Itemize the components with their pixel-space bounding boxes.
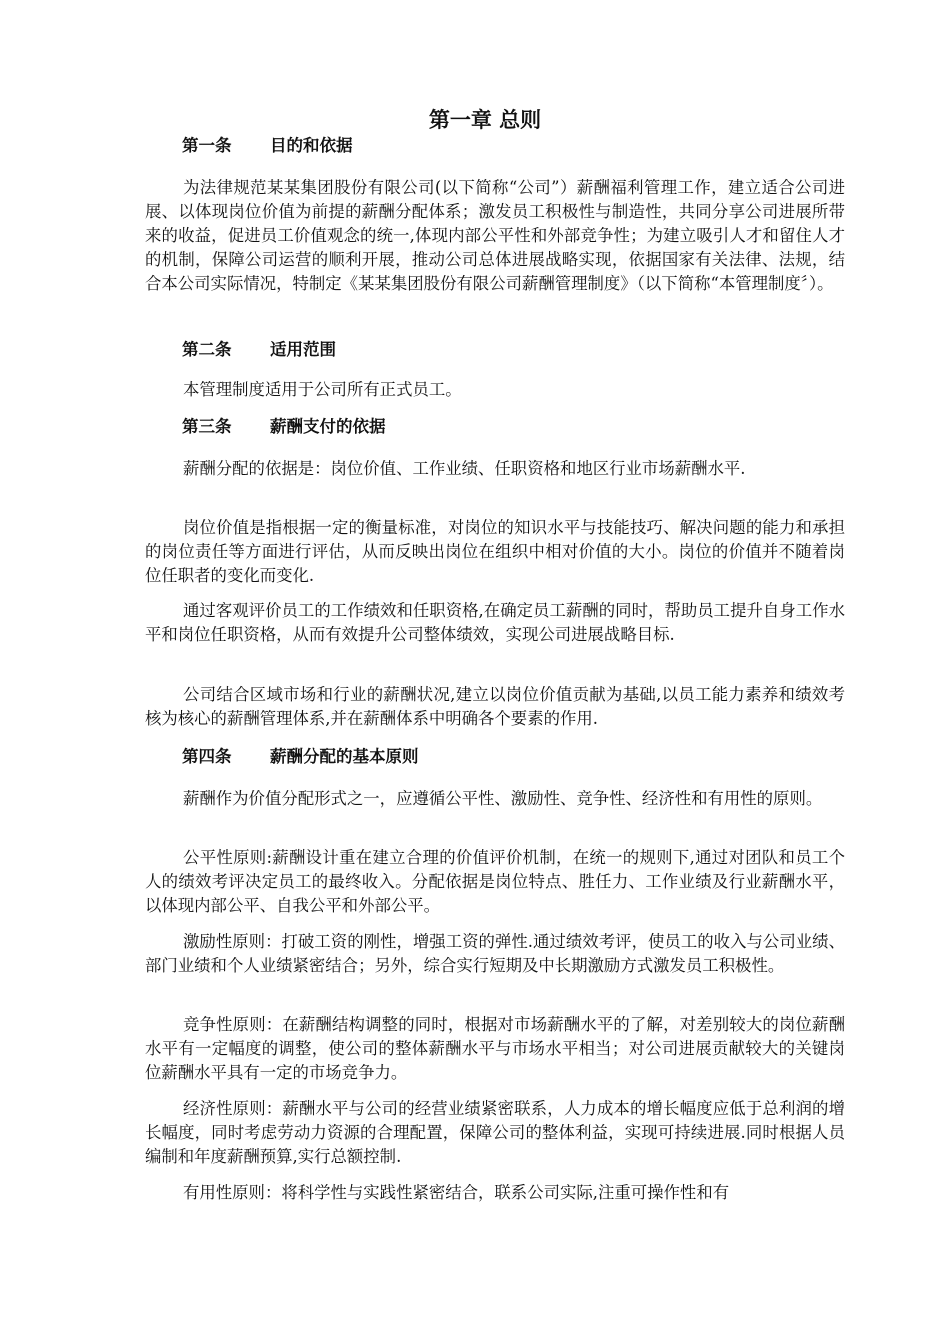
article-heading-3 — [182, 413, 386, 437]
article-title: 适用范围 — [270, 340, 336, 359]
article-number: 第四条 — [182, 747, 232, 766]
chapter-title: 第一章 总则 — [428, 108, 542, 132]
article-title: 薪酬分配的基本原则 — [270, 747, 419, 766]
paragraph-11: 经济性原则：薪酬水平与公司的经营业绩紧密联系，人力成本的增长幅度应低于总利润的增长幅度，同时考虑劳动力资源的合理配置，保障公司的整体利益，实现可持续进展.同时根据人员编制和年度薪酬预算,实行总额控制. — [145, 1099, 845, 1166]
paragraph-5: 通过客观评价员工的工作绩效和任职资格,在确定员工薪酬的同时，帮助员工提升自身工作水平和岗位任职资格，从而有效提升公司整体绩效，实现公司进展战略目标. — [145, 601, 845, 644]
article-heading-4 — [182, 743, 419, 767]
article-number: 第二条 — [182, 340, 232, 359]
paragraph-2: 本管理制度适用于公司所有正式员工。 — [183, 380, 462, 399]
paragraph-7: 薪酬作为价值分配形式之一，应遵循公平性、激励性、竞争性、经济性和有用性的原则。 — [183, 789, 823, 808]
paragraph-1: 为法律规范某某集团股份有限公司(以下简称“公司”）薪酬福利管理工作，建立适合公司进展、以体现岗位价值为前提的薪酬分配体系；激发员工积极性与制造性，共同分享公司进展所带来的收益，促进员工价值观念的统一,体现内部公平性和外部竞争性；为建立吸引人才和留住人才的机制，保障公司运营的顺利开展，推动公司总体进展战略实现，依据国家有关法律、法规，结合本公司实际情况，特制定《某某集团股份有限公司薪酬管理制度》（以下简称“本管理制度〞）。 — [145, 178, 845, 293]
article-number: 第一条 — [182, 136, 232, 155]
article-heading-1 — [182, 132, 353, 156]
paragraph-9: 激励性原则：打破工资的刚性，增强工资的弹性.通过绩效考评，使员工的收入与公司业绩、部门业绩和个人业绩紧密结合；另外，综合实行短期及中长期激励方式激发员工积极性。 — [145, 932, 845, 975]
article-number: 第三条 — [182, 417, 232, 436]
paragraph-3: 薪酬分配的依据是：岗位价值、工作业绩、任职资格和地区行业市场薪酬水平. — [183, 459, 746, 478]
paragraph-4: 岗位价值是指根据一定的衡量标准，对岗位的知识水平与技能技巧、解决问题的能力和承担的岗位责任等方面进行评估，从而反映出岗位在组织中相对价值的大小。岗位的价值并不随着岗位任职者的变化而变化. — [145, 518, 845, 585]
paragraph-10: 竞争性原则：在薪酬结构调整的同时，根据对市场薪酬水平的了解，对差别较大的岗位薪酬水平有一定幅度的调整，使公司的整体薪酬水平与市场水平相当；对公司进展贡献较大的关键岗位薪酬水平具有一定的市场竞争力。 — [145, 1015, 845, 1082]
paragraph-8: 公平性原则:薪酬设计重在建立合理的价值评价机制，在统一的规则下,通过对团队和员工个人的绩效考评决定员工的最终收入。分配依据是岗位特点、胜任力、工作业绩及行业薪酬水平，以体现内部公平、自我公平和外部公平。 — [145, 848, 845, 915]
paragraph-12: 有用性原则：将科学性与实践性紧密结合，联系公司实际,注重可操作性和有 — [183, 1183, 730, 1202]
article-title: 目的和依据 — [270, 136, 353, 155]
article-heading-2 — [182, 336, 336, 360]
paragraph-6: 公司结合区域市场和行业的薪酬状况,建立以岗位价值贡献为基础,以员工能力素养和绩效考核为核心的薪酬管理体系,并在薪酬体系中明确各个要素的作用. — [145, 685, 845, 728]
article-title: 薪酬支付的依据 — [270, 417, 386, 436]
